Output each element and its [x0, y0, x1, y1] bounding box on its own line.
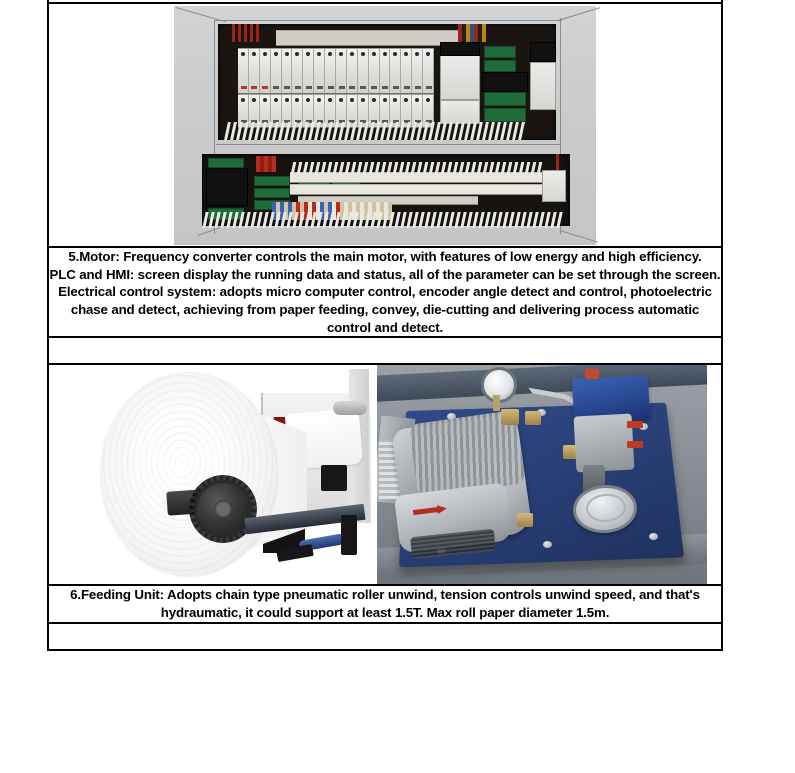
spacer-cell-middle	[48, 337, 722, 364]
electrical-cabinet-image-cell	[48, 3, 722, 247]
table-row	[48, 364, 722, 585]
table-spacer-row-bottom	[48, 623, 722, 650]
brass-fitting-1	[501, 409, 519, 425]
breaker-bank-row-1	[238, 48, 434, 94]
terminal-strip-2	[290, 184, 548, 195]
paper-roll-rings	[101, 373, 277, 576]
relay-block	[440, 100, 480, 124]
guide-roller	[333, 401, 367, 415]
support-bracket	[341, 515, 357, 555]
motor-description-line-2: PLC and HMI: screen display the running data and status, all of the parameter can be set through the screen.	[49, 266, 721, 282]
bearing-block	[321, 465, 347, 491]
roll-hub-chuck	[197, 483, 249, 535]
hydraulic-power-unit-image	[377, 365, 707, 584]
valve-manifold	[574, 414, 635, 473]
valve-knob	[585, 369, 599, 379]
wire-comb-upper	[226, 122, 552, 140]
port-indicator-2	[627, 441, 643, 448]
feeding-unit-description-cell	[48, 585, 722, 622]
gauge-stem	[493, 395, 500, 411]
specification-table	[47, 0, 723, 651]
motor-description-line-1: 5.Motor: Frequency converter controls the main motor, with features of low energy and high efficiency.	[68, 249, 702, 264]
cabinet-shelf	[216, 144, 560, 145]
port-indicator-1	[627, 421, 643, 428]
transformer-module	[530, 62, 556, 110]
feeding-unit-images-cell	[48, 364, 722, 585]
cabinet-upper-compartment	[218, 24, 556, 140]
electrical-cabinet-image	[174, 6, 596, 245]
motor-description-line-3: Electrical control system: adopts micro computer control, encoder angle detect and control, photoelectric chase and detect, achieving from paper feeding, convey, die-cutting and delivering process automatic control and detect.	[58, 284, 712, 335]
motor-description-cell	[48, 247, 722, 337]
wire-comb-lower	[204, 212, 564, 228]
contactor-block	[440, 54, 480, 100]
table-row	[48, 3, 722, 247]
cabinet-edge-top	[214, 20, 562, 21]
brass-fitting-4	[517, 513, 533, 527]
table-row	[48, 585, 722, 622]
table-row	[48, 247, 722, 337]
paper-roll-unwind-image	[49, 365, 371, 584]
contactor-top	[440, 42, 480, 56]
table-spacer-row-middle	[48, 337, 722, 364]
feeding-unit-description: 6.Feeding Unit: Adopts chain type pneumatic roller unwind, tension controls unwind speed, and that's hydraumatic, it could support at least 1.5T. Max roll paper diameter 1.5m.	[70, 587, 700, 621]
cable-duct	[276, 30, 462, 46]
spacer-cell-bottom	[48, 623, 722, 650]
plc-module	[206, 168, 248, 206]
